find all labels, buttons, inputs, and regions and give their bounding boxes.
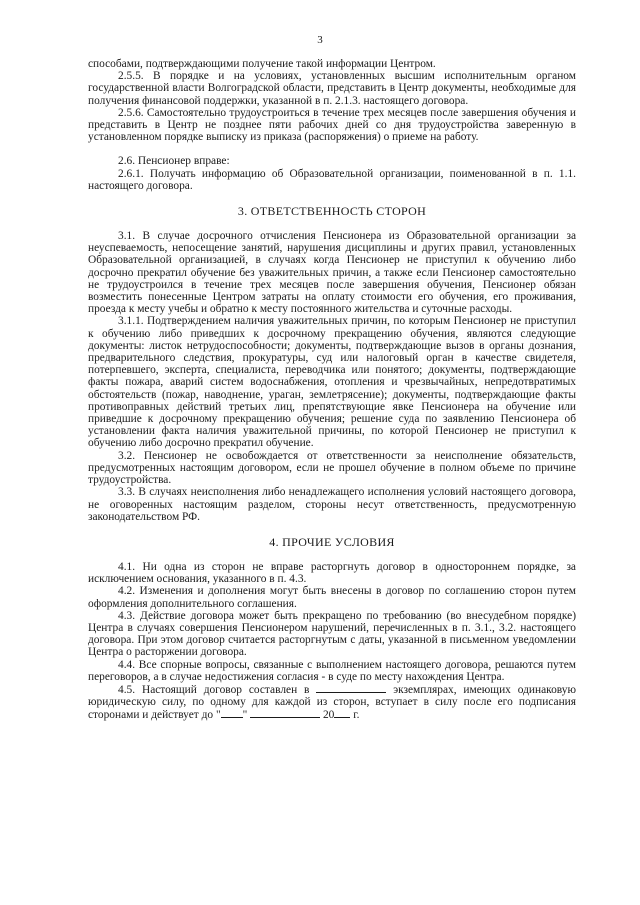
day-blank-field [221, 708, 243, 718]
paragraph-3-1-1: 3.1.1. Подтверждением наличия уважительных причин, по которым Пенсионер не приступил к обучению либо приведших к досрочному прекращению обучения, являются следующие документы: листок нетрудоспособности; документы, подтверждающие вызов в органы дознания, предварительного следствия, прокуратуры, суд или налоговый орган в качестве свидетеля, потерпевшего, эксперта, специалиста, переводчика или понятого; документы, подтверждающие факты пожара, аварий систем водоснабжения, отопления и чрезвычайных, непредотвратимых обстоятельств (пожар, наводнение, ураган, землетрясение); документы, подтверждающие факты противоправных действий третьих лиц, препятствующие явке Пенсионера на обучение или приведшие к досрочному прекращению обучения; решение суда по заявлению Пенсионера об установлении факта наличия уважительной причины, по которой Пенсионер не приступил к обучению либо досрочно прекратил обучение. [88, 315, 576, 450]
spacer [88, 218, 576, 230]
month-blank-field [250, 708, 320, 718]
paragraph-2-5-4-end: способами, подтверждающими получение такой информации Центром. [88, 58, 436, 70]
clause-4-5-part-a: 4.5. Настоящий договор составлен в [118, 683, 310, 696]
spacer [88, 523, 576, 535]
paragraph-3-1: 3.1. В случае досрочного отчисления Пенсионера из Образовательной организации за неуспеваемость, непосещение занятий, нарушения дисциплины и других правил, установленных Образовательной организацией, в случаях когда Пенсионер не приступил к обучению либо досрочно прекратил обучение без уважительных причин, а также если Пенсионер самостоятельно не трудоустроился в течение трех месяцев после завершения обучения, Пенсионер обязан возместить понесенные Центром затраты на оплату стоимости его обучения, его проживания, проезда к месту учебы и обратно к месту постоянного жительства и суточные расходы. [88, 230, 576, 316]
paragraph-3-2: 3.2. Пенсионер не освобождается от ответственности за неисполнение обязательств, предусмотренных настоящим договором, если не прошел обучение в полном объеме по причине трудоустройства. [88, 449, 576, 487]
paragraph-4-4: 4.4. Все спорные вопросы, связанные с выполнением настоящего договора, решаются путем переговоров, а в случае недостижения согласия - в суде по месту нахождения Центра. [88, 658, 576, 683]
paragraph-2-5-6: 2.5.6. Самостоятельно трудоустроиться в течение трех месяцев после завершения обучения и представить в Центр не позднее пяти рабочих дней со дня трудоустройства заверенную в установленном порядке выписку из приказа (распоряжения) о приеме на работу. [88, 106, 576, 144]
paragraph-4-1: 4.1. Ни одна из сторон не вправе расторгнуть договор в одностороннем порядке, за исключением основания, указанного в п. 4.3. [88, 560, 576, 586]
year-suffix: г. [353, 709, 360, 722]
paragraph-2-6-1: 2.6.1. Получать информацию об Образовательной организации, поименованной в п. 1.1. настоящего договора. [88, 167, 576, 192]
spacer [88, 143, 576, 155]
section-3-heading: 3. ОТВЕТСТВЕННОСТЬ СТОРОН [237, 204, 427, 219]
paragraph-2-6: 2.6. Пенсионер вправе: [118, 155, 230, 168]
paragraph-2-5-5: 2.5.5. В порядке и на условиях, установленных высшим исполнительным органом государственной власти Волгоградской области, представить в Центр документы, необходимые для получения финансовой поддержки, указанной в п. 2.1.3. настоящего договора. [88, 70, 576, 107]
clause-4-5-part-c: " [242, 709, 248, 722]
spacer [88, 192, 576, 204]
paragraph-3-3: 3.3. В случаях неисполнения либо ненадлежащего исполнения условий настоящего договора, не оговоренных настоящим разделом, стороны несут ответственность, предусмотренную законодательством РФ. [88, 486, 576, 523]
page-number: 3 [317, 34, 323, 46]
document-body [88, 58, 576, 722]
year-prefix: 20 [322, 709, 335, 722]
clause-4-5-part-b: экземплярах, имеющих одинаковую юридическую силу, по одному для каждой из сторон, вступает в силу после его подписания сторонами и действует до " [88, 683, 576, 722]
paragraph-4-3: 4.3. Действие договора может быть прекращено по требованию (во внесудебном порядке) Центра в случаях совершения Пенсионером нарушений, перечисленных в п. 3.1., 3.2. настоящего договора. При этом договор считается расторгнутым с даты, указанной в письменном уведомлении Центра о расторжении договора. [88, 609, 576, 659]
paragraph-4-5 [88, 683, 576, 722]
year-blank-field [334, 708, 350, 718]
spacer [88, 549, 576, 561]
copies-blank-field [316, 683, 386, 693]
paragraph-4-2: 4.2. Изменения и дополнения могут быть внесены в договор по соглашению сторон путем оформления дополнительного соглашения. [88, 585, 576, 610]
section-4-heading: 4. ПРОЧИЕ УСЛОВИЯ [269, 534, 395, 549]
